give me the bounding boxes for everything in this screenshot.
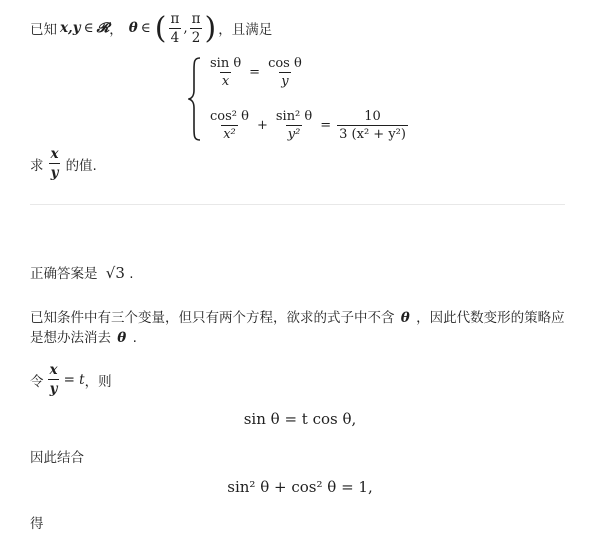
let-frac: $\frac{x}{y}$ — [49, 362, 58, 397]
correct-suffix: . — [129, 266, 134, 282]
satisfy-text: ，且满足 — [218, 22, 273, 38]
equation-1: $\frac{\text{sin θ}}{x}$ = $\frac{\text{cos θ}}{y}$ — [210, 56, 302, 89]
theta-symbol: θ — [117, 330, 127, 346]
equation-a: sin θ = t cos θ, — [243, 410, 357, 428]
let-line: 令 $\frac{x}{y}$ = t ，则 — [30, 362, 112, 397]
vars-xy: x,y — [60, 20, 81, 36]
explanation-line-1: 已知条件中有三个变量，但只有两个方程，欲求的式子中不含 θ ，因此代数变形的策略应 — [30, 310, 565, 326]
eq1-right-frac: $\frac{\text{cos θ}}{y}$ — [268, 56, 302, 89]
equation-2: $\frac{\text{cos² θ}}{\text{x²}}$ + $\frac{\text{sin² θ}}{\text{y²}}$ = $\frac{10}{\text{3 (x² + y²)}}$ — [210, 109, 406, 142]
equation-b: sin² θ + cos² θ = 1, — [227, 478, 373, 496]
eq2-term1-frac: $\frac{\text{cos² θ}}{\text{x²}}$ — [210, 109, 249, 142]
right-paren: ) — [204, 10, 217, 46]
correct-prefix: 正确答案是 — [30, 266, 98, 282]
ask-suffix: 的值. — [65, 157, 97, 174]
problem-statement — [30, 8, 272, 48]
theta-symbol: θ — [128, 20, 138, 36]
ask-frac: $\frac{x}{y}$ — [50, 146, 59, 181]
ask-prefix: 求 — [30, 157, 44, 174]
theta-symbol: θ — [400, 310, 410, 326]
left-brace-icon — [188, 56, 202, 142]
eq2-term2-frac: $\frac{\text{sin² θ}}{\text{y²}}$ — [275, 109, 313, 142]
explanation-line-2: 是想办法消去 θ . — [30, 330, 137, 346]
theta-in-symbol: ∈ — [140, 20, 151, 36]
intro-text: 已知 — [30, 22, 57, 38]
equation-system — [188, 56, 410, 142]
get-text: 得 — [30, 516, 44, 532]
comma: ， — [109, 22, 123, 38]
eq1-left-frac: $\frac{\text{sin θ}}{x}$ — [210, 56, 242, 89]
real-set: 𝓡 — [96, 20, 110, 36]
combine-text: 因此结合 — [30, 450, 84, 466]
eq2-right-frac: $\frac{10}{\text{3 (x² + y²)}}$ — [339, 109, 406, 142]
interval-frac-1: $\frac{\pi}{4}$ — [170, 10, 180, 46]
section-divider — [30, 204, 565, 205]
correct-value: √3 — [105, 264, 125, 282]
ask-line — [30, 146, 97, 181]
interval-frac-2: $\frac{\pi}{2}$ — [191, 10, 201, 46]
in-symbol: ∈ — [83, 20, 94, 36]
correct-answer-line — [30, 262, 134, 282]
left-paren: ( — [154, 10, 167, 46]
interval-comma: , — [183, 20, 188, 36]
